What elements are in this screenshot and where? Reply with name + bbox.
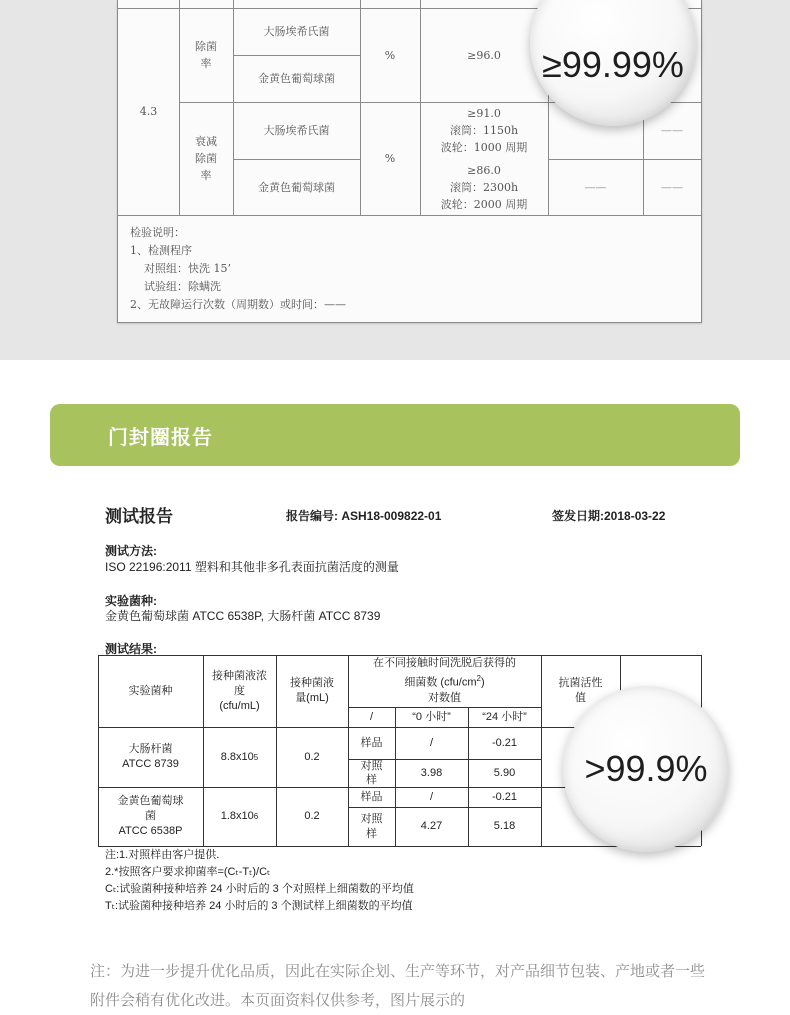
table-footnotes (105, 847, 414, 915)
header-count-text2: ) 对数值 (428, 676, 485, 704)
footnote-line: Tₜ:试验菌种接种培养 24 小时后的 3 个测试样上细菌数的平均值 (105, 900, 413, 912)
header-concentration: 接种菌液浓 度 (cfu/mL) (212, 669, 267, 712)
removal-rate-label: 除菌 率 (195, 40, 217, 70)
unit-percent: % (384, 48, 396, 62)
row-sample-0h: / (429, 736, 434, 749)
note-line: 检验说明： (130, 226, 185, 239)
row-sample-label: 样品 (360, 790, 383, 803)
report-number: 报告编号: ASH18-009822-01 (286, 509, 442, 523)
magnifier-callout: >99.9% (563, 686, 729, 852)
conc-base: 1.8x10 (220, 810, 254, 822)
footnote-line: 注:1.对照样由客户提供. (105, 849, 220, 861)
report-title: 测试报告 (105, 507, 173, 527)
row-control-label: 对照 样 (360, 812, 383, 840)
unit-percent: % (384, 152, 396, 165)
conc-exp: 5 (253, 752, 259, 762)
requirement-value: ≥86.0 滚筒：2300h 波轮：2000 周期 (440, 163, 528, 211)
row-volume: 0.2 (304, 750, 320, 763)
issue-date: 签发日期:2018-03-22 (552, 509, 666, 523)
banner-title: 门封圈报告 (108, 425, 213, 449)
empty-dash: —— (661, 124, 683, 137)
strain-text: 金黄色葡萄球菌 ATCC 6538P, 大肠杆菌 ATCC 8739 (105, 609, 381, 623)
table-line (118, 215, 701, 216)
note-line: 2、无故障运行次数（周期数）或时间：—— (130, 298, 346, 311)
subheader-slash: / (369, 710, 374, 723)
empty-dash: —— (584, 180, 607, 194)
note-line: 试验组：除螨洗 (130, 280, 221, 293)
strain-saureus: 金黄色葡萄球菌 (258, 180, 335, 194)
conc-exp: 6 (253, 812, 259, 821)
row-concentration (203, 727, 276, 787)
note-line: 对照组：快洗 15’ (130, 262, 231, 275)
magnifier-callout: ≥99.99% (530, 0, 696, 126)
method-heading: 测试方法: (105, 544, 157, 558)
strain-saureus: 金黄色葡萄球菌 (258, 72, 335, 85)
subheader-24h: “24 小时” (482, 710, 527, 723)
row-control-24h: 5.18 (493, 820, 516, 832)
strain-heading: 实验菌种: (105, 594, 157, 608)
footnote-line: 2.*按照客户要求抑菌率=(Cₜ-Tₜ)/Cₜ (105, 866, 271, 878)
conc-base: 8.8x10 (220, 750, 254, 763)
method-text: ISO 22196:2011 塑料和其他非多孔表面抗菌活度的测量 (105, 560, 399, 574)
row-sample-24h: -0.21 (491, 790, 518, 803)
footnote-line: Cₜ:试验菌种接种培养 24 小时后的 3 个对照样上细菌数的平均值 (105, 883, 414, 895)
row-control-label: 对照 样 (360, 760, 383, 786)
header-count-text: 在不同接触时间洗脱后获得的 细菌数 (cfu/cm (373, 657, 516, 689)
note-line: 1、检测程序 (130, 244, 192, 257)
disclaimer-note: 注：为进一步提升优化品质，因此在实际企划、生产等环节，对产品细节包装、产地或者一些附件会稍有优化改进。本页面资料仅供参考，图片展示的 (90, 962, 706, 1009)
header-activity: 抗菌活性 值 (558, 677, 603, 704)
row-strain: 大肠杆菌 ATCC 8739 (122, 743, 179, 770)
section-banner (50, 404, 740, 466)
row-sample-0h: / (429, 790, 434, 803)
row-volume: 0.2 (304, 810, 320, 822)
row-strain: 金黄色葡萄球 菌 ATCC 6538P (117, 795, 184, 837)
requirement-value: ≥96.0 (467, 48, 501, 62)
row-control-0h: 4.27 (420, 820, 443, 832)
result-heading: 测试结果: (105, 642, 157, 656)
requirement-value: ≥91.0 滚筒：1150h 波轮：1000 周期 (440, 107, 528, 154)
empty-dash: —— (661, 180, 683, 194)
inspection-notes (130, 224, 346, 314)
report-section-top (0, 0, 790, 360)
header-bacteria-count (348, 655, 541, 707)
header-volume: 接种菌液 量(mL) (290, 677, 334, 704)
row-sample-label: 样品 (360, 736, 383, 749)
row-concentration (203, 787, 276, 846)
strain-ecoli: 大肠埃希氏菌 (263, 25, 330, 38)
subheader-0h: “0 小时” (412, 710, 451, 723)
decay-rate-label: 衰减 除菌 率 (195, 135, 217, 182)
header-count-sup: 2 (476, 674, 481, 684)
strain-ecoli: 大肠埃希氏菌 (263, 124, 330, 137)
item-number: 4.3 (139, 105, 158, 118)
header-strain: 实验菌种 (128, 684, 173, 697)
row-control-24h: 5.90 (493, 766, 516, 779)
row-sample-24h: -0.21 (491, 736, 518, 749)
row-control-0h: 3.98 (420, 766, 443, 779)
